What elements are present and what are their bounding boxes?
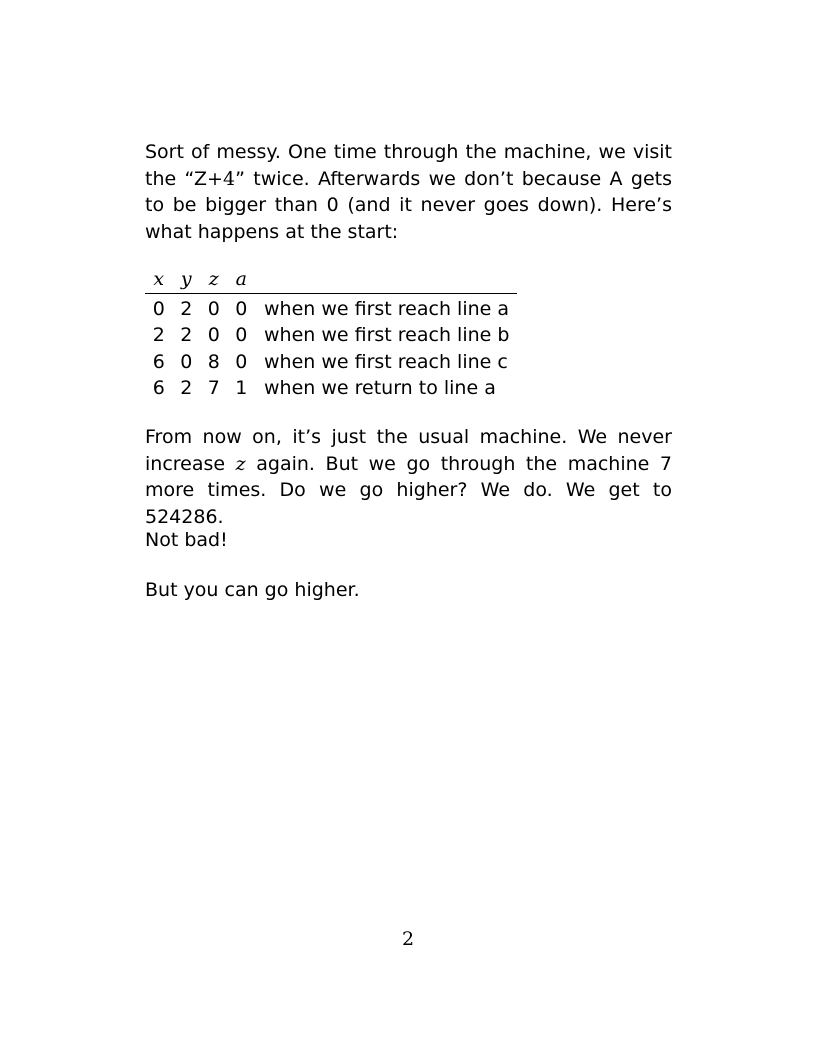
header-z: z (200, 266, 228, 293)
cell-y: 2 (180, 324, 193, 346)
table-header-row (145, 266, 517, 293)
cell-x: 6 (152, 350, 165, 373)
cell-a: 1 (235, 377, 248, 399)
cell-description: when we first reach line c (264, 350, 508, 373)
header-description (255, 266, 517, 293)
cell-x: 0 (152, 297, 165, 320)
not-bad-paragraph: Not bad! (145, 529, 228, 551)
cell-a: 0 (235, 350, 248, 373)
state-table (145, 266, 517, 402)
machine-var-z: z (235, 452, 246, 475)
cell-description: when we first reach line a (264, 297, 510, 320)
cell-z: 7 (207, 377, 220, 399)
intro-paragraph (145, 139, 672, 245)
cell-x: 2 (152, 324, 165, 346)
cell-description: when we first reach line b (264, 324, 510, 346)
go-higher-paragraph: But you can go higher. (145, 579, 360, 601)
table-row (145, 293, 517, 322)
machine-paragraph (145, 424, 672, 530)
intro-text-start: Sort of messy. One time through the machine, we visit the “Z (145, 141, 672, 190)
table-row (145, 322, 517, 349)
page-number: 2 (401, 928, 415, 950)
cell-y: 0 (180, 350, 193, 373)
table-row (145, 375, 517, 402)
cell-y: 2 (180, 297, 193, 320)
intro-text-end: ” twice. Afterwards we don’t because A gets to be bigger than 0 (and it never goes down). Here’s what happens at the start: (145, 167, 672, 243)
header-x: x (145, 266, 173, 293)
intro-plus-four: +4 (207, 167, 236, 190)
cell-z: 0 (207, 324, 220, 346)
machine-text-start: From now on, it’s just the usual machine. We never increase (145, 426, 672, 475)
cell-a: 0 (235, 324, 248, 346)
cell-a: 0 (235, 297, 248, 320)
cell-x: 6 (152, 377, 165, 399)
table-row (145, 349, 517, 376)
header-a: a (228, 266, 256, 293)
cell-description: when we return to line a (264, 377, 496, 399)
machine-text-end: again. But we go through the machine 7 more times. Do we go higher? We do. We get to 524286. (145, 452, 673, 528)
cell-z: 0 (207, 297, 220, 320)
cell-z: 8 (207, 350, 220, 373)
cell-y: 2 (180, 377, 193, 399)
header-y: y (173, 266, 201, 293)
